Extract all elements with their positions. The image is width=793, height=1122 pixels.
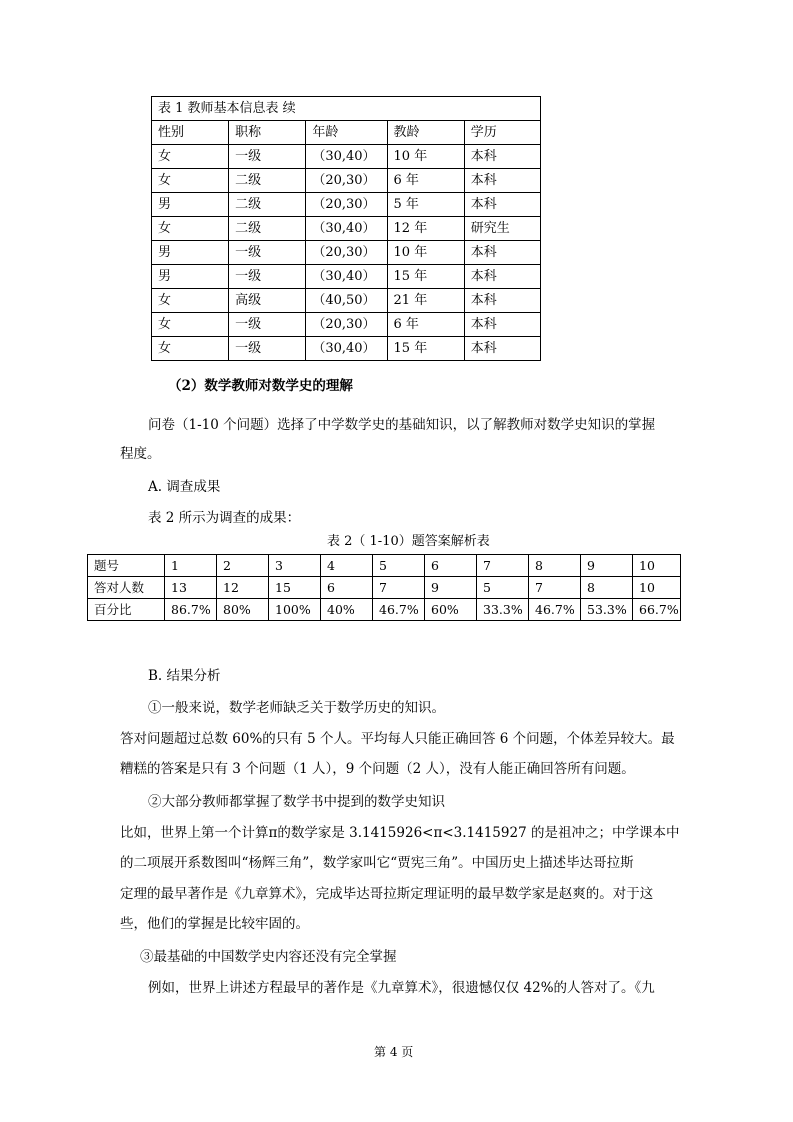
table1-cell: 本科: [464, 289, 540, 313]
table1-cell: 一级: [229, 145, 306, 169]
table1-cell: 男: [152, 193, 229, 217]
table1-row: [152, 217, 541, 241]
table2-row: [88, 577, 681, 599]
table1-cell: 女: [152, 289, 229, 313]
table1-cell: 一级: [229, 265, 306, 289]
table1-cell: 女: [152, 145, 229, 169]
table1-cell: 男: [152, 241, 229, 265]
teacher-info-table: [151, 96, 541, 361]
point-3: ③最基础的中国数学史内容还没有完全掌握: [140, 949, 397, 965]
table2-cell: 80%: [217, 599, 269, 621]
table2-cell: 1: [165, 555, 217, 577]
table1-cell: 15 年: [387, 265, 464, 289]
table1-cell: （30,40）: [306, 265, 387, 289]
table1-cell: （20,30）: [306, 241, 387, 265]
table1-cell: 二级: [229, 169, 306, 193]
table2-cell: 33.3%: [477, 599, 529, 621]
table2-cell: 66.7%: [633, 599, 681, 621]
table1-cell: 本科: [464, 337, 540, 361]
table1-cell: 10 年: [387, 145, 464, 169]
table2-cell: 8: [581, 577, 633, 599]
table1-cell: 女: [152, 337, 229, 361]
table2-cell: 12: [217, 577, 269, 599]
table1-header: 年龄: [306, 121, 387, 145]
table1-cell: （30,40）: [306, 337, 387, 361]
table2-cell: 7: [373, 577, 425, 599]
paragraph-line: 的二项展开系数图叫“杨辉三角”，数学家叫它“贾宪三角”。中国历史上描述毕达哥拉斯: [120, 855, 634, 871]
table1-cell: 一级: [229, 241, 306, 265]
table1-cell: 6 年: [387, 313, 464, 337]
table1-cell: （30,40）: [306, 217, 387, 241]
table1-cell: （30,40）: [306, 145, 387, 169]
table1-cell: 本科: [464, 169, 540, 193]
table1-cell: 5 年: [387, 193, 464, 217]
table1-cell: 女: [152, 169, 229, 193]
table1-cell: 6 年: [387, 169, 464, 193]
table2-cell: 10: [633, 555, 681, 577]
table1-cell: 女: [152, 217, 229, 241]
table2-cell: 7: [529, 577, 581, 599]
table2-caption: 表 2（ 1-10）题答案解析表: [327, 534, 490, 549]
table2-cell: 40%: [321, 599, 373, 621]
section-heading: （2）数学教师对数学史的理解: [168, 378, 353, 394]
table1-row: [152, 265, 541, 289]
table1-cell: 15 年: [387, 337, 464, 361]
table1-row: [152, 145, 541, 169]
table1-cell: 一级: [229, 313, 306, 337]
table2-cell: 题号: [88, 555, 165, 577]
table2-cell: 百分比: [88, 599, 165, 621]
table1-cell: （40,50）: [306, 289, 387, 313]
paragraph-line: 答对问题超过总数 60%的只有 5 个人。平均每人只能正确回答 6 个问题，个体差异较大。最: [120, 731, 675, 747]
table2-cell: 3: [269, 555, 321, 577]
table2-cell: 9: [581, 555, 633, 577]
table2-cell: 4: [321, 555, 373, 577]
table1-row: [152, 337, 541, 361]
table1-row: [152, 169, 541, 193]
page-footer: 第 4 页: [374, 1045, 414, 1059]
table2-cell: 46.7%: [373, 599, 425, 621]
table1-cell: 男: [152, 265, 229, 289]
table2-cell: 6: [321, 577, 373, 599]
paragraph-line: 糟糕的答案是只有 3 个问题（1 人），9 个问题（2 人），没有人能正确回答所有问题。: [120, 761, 635, 777]
table2-cell: 6: [425, 555, 477, 577]
point-2: ②大部分教师都掌握了数学书中提到的数学史知识: [148, 794, 445, 810]
table1-cell: （20,30）: [306, 169, 387, 193]
table2-cell: 13: [165, 577, 217, 599]
table2-cell: 60%: [425, 599, 477, 621]
table1-cell: 研究生: [464, 217, 540, 241]
table1-cell: 二级: [229, 193, 306, 217]
subheading-a: A. 调查成果: [148, 479, 221, 495]
paragraph-line: 例如，世界上讲述方程最早的著作是《九章算术》，很遗憾仅仅 42%的人答对了。《九: [148, 980, 655, 996]
table1-row: [152, 193, 541, 217]
table1-cell: 一级: [229, 337, 306, 361]
table1-header: 教龄: [387, 121, 464, 145]
paragraph-line: 些，他们的掌握是比较牢固的。: [120, 916, 309, 932]
table2-intro: 表 2 所示为调查的成果：: [148, 510, 301, 526]
table1-cell: 本科: [464, 265, 540, 289]
table1-cell: 二级: [229, 217, 306, 241]
paragraph-line: 比如，世界上第一个计算π的数学家是 3.1415926<π<3.1415927 的是祖冲之；中学课本中: [120, 825, 680, 841]
table2-cell: 答对人数: [88, 577, 165, 599]
table1-cell: （20,30）: [306, 313, 387, 337]
table1-cell: 本科: [464, 241, 540, 265]
answer-analysis-table: [87, 554, 681, 621]
table2-cell: 86.7%: [165, 599, 217, 621]
table2-cell: 10: [633, 577, 681, 599]
subheading-b: B. 结果分析: [148, 668, 221, 684]
table1-caption: 表 1 教师基本信息表 续: [152, 97, 541, 121]
table1-cell: （20,30）: [306, 193, 387, 217]
table1-header-row: [152, 121, 541, 145]
table2-cell: 5: [373, 555, 425, 577]
table2-cell: 5: [477, 577, 529, 599]
table2-row: [88, 555, 681, 577]
table1-cell: 12 年: [387, 217, 464, 241]
point-1: ①一般来说，数学老师缺乏关于数学历史的知识。: [148, 700, 445, 716]
table1-header: 职称: [229, 121, 306, 145]
table1-cell: 21 年: [387, 289, 464, 313]
table1-cell: 本科: [464, 193, 540, 217]
table1-cell: 本科: [464, 313, 540, 337]
table2-cell: 7: [477, 555, 529, 577]
table2-cell: 46.7%: [529, 599, 581, 621]
table1-row: [152, 241, 541, 265]
table2-row: [88, 599, 681, 621]
paragraph-line: 定理的最早著作是《九章算术》，完成毕达哥拉斯定理证明的最早数学家是赵爽的。对于这: [120, 886, 654, 902]
table1-cell: 高级: [229, 289, 306, 313]
table2-cell: 15: [269, 577, 321, 599]
table1-cell: 本科: [464, 145, 540, 169]
paragraph-line: 问卷（1-10 个问题）选择了中学数学史的基础知识，以了解教师对数学史知识的掌握: [148, 417, 656, 433]
table1-row: [152, 313, 541, 337]
table2-cell: 2: [217, 555, 269, 577]
table2-cell: 8: [529, 555, 581, 577]
paragraph-line: 程度。: [120, 446, 161, 462]
table2-cell: 53.3%: [581, 599, 633, 621]
table1-row: [152, 289, 541, 313]
table1-header: 性别: [152, 121, 229, 145]
table1-header: 学历: [464, 121, 540, 145]
table1-cell: 女: [152, 313, 229, 337]
table2-cell: 9: [425, 577, 477, 599]
table2-cell: 100%: [269, 599, 321, 621]
table1-cell: 10 年: [387, 241, 464, 265]
